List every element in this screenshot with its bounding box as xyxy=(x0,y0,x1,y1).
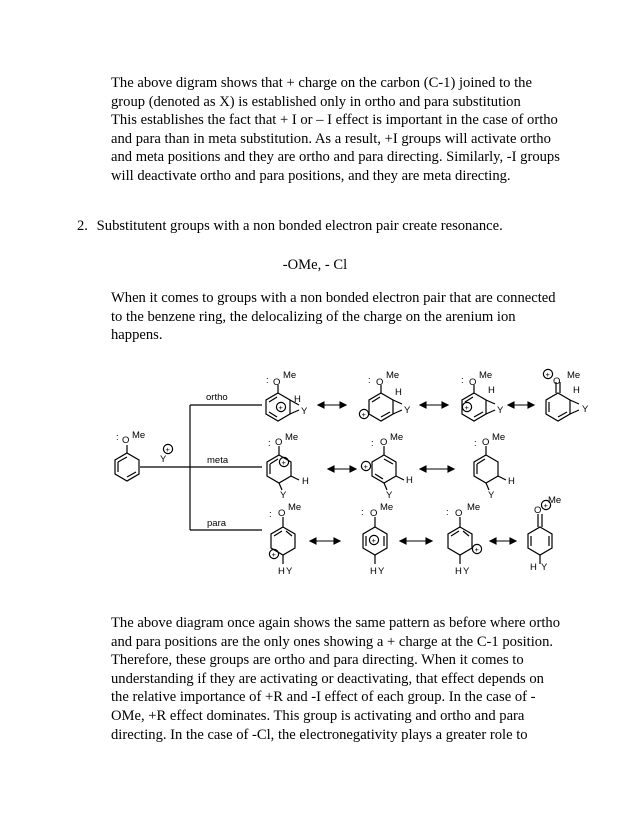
svg-text::: : xyxy=(371,438,374,449)
svg-text:H: H xyxy=(370,566,377,577)
svg-text:Me: Me xyxy=(285,432,299,443)
svg-text:H: H xyxy=(488,385,495,396)
svg-text:+: + xyxy=(371,536,376,545)
svg-text:Y: Y xyxy=(582,404,589,415)
resonance-scheme xyxy=(108,360,589,590)
svg-text:O: O xyxy=(370,508,378,519)
svg-text:Y: Y xyxy=(160,454,167,465)
svg-text:Y: Y xyxy=(404,405,411,416)
svg-text:H: H xyxy=(395,387,402,398)
svg-text:H: H xyxy=(455,566,462,577)
text-line: to the benzene ring, the delocalizing of the charge on the arenium ion xyxy=(111,308,516,325)
text-line: The above digram shows that + charge on the carbon (C-1) joined to the xyxy=(111,75,532,91)
svg-text:Me: Me xyxy=(467,502,481,513)
list-number: 2. xyxy=(77,218,88,234)
svg-text:Y: Y xyxy=(463,566,470,577)
svg-text:H: H xyxy=(508,476,515,487)
svg-text:Y: Y xyxy=(541,562,548,573)
svg-text:Y: Y xyxy=(497,405,504,416)
svg-text:Me: Me xyxy=(390,432,404,443)
paragraph-inductive-effect xyxy=(111,74,560,186)
svg-text:H: H xyxy=(406,475,413,486)
paragraph-conclusion xyxy=(111,614,560,744)
svg-text:O: O xyxy=(122,435,130,446)
text-line: Therefore, these groups are ortho and para directing. When it comes to xyxy=(111,652,524,669)
label-meta: meta xyxy=(207,455,229,466)
svg-text:H: H xyxy=(573,385,580,396)
svg-text:Me: Me xyxy=(380,502,394,513)
svg-text:+: + xyxy=(271,550,276,559)
label-ortho: ortho xyxy=(206,392,228,403)
text-line: and meta positions and they are ortho and para directing. Similarly, -I groups xyxy=(111,149,560,166)
text-line: OMe, +R effect dominates. This group is activating and ortho and para xyxy=(111,707,525,724)
svg-text:O: O xyxy=(469,377,477,388)
svg-text:+: + xyxy=(281,458,286,467)
svg-text:+: + xyxy=(165,445,170,454)
svg-text::: : xyxy=(268,438,271,449)
svg-text:O: O xyxy=(553,376,561,387)
svg-text:O: O xyxy=(273,377,281,388)
svg-text:Me: Me xyxy=(283,370,297,381)
svg-text:Y: Y xyxy=(301,406,308,417)
text-line: will deactivate ortho and para positions, and they are meta directing. xyxy=(111,167,511,184)
svg-text:O: O xyxy=(380,437,388,448)
svg-text:Me: Me xyxy=(288,502,302,513)
example-groups: -OMe, - Cl xyxy=(282,257,348,273)
svg-text:Me: Me xyxy=(548,495,562,506)
svg-text:Me: Me xyxy=(567,370,581,381)
svg-text:Me: Me xyxy=(479,370,493,381)
svg-text:+: + xyxy=(474,545,479,554)
svg-text::: : xyxy=(269,509,272,520)
svg-text::: : xyxy=(474,438,477,449)
svg-text:O: O xyxy=(534,505,542,516)
text-line: the relative importance of +R and -I effect of each group. In the case of - xyxy=(111,689,536,706)
text-line: happens. xyxy=(111,327,163,344)
svg-text::: : xyxy=(461,375,464,386)
svg-text::: : xyxy=(266,375,269,386)
svg-text::: : xyxy=(368,375,371,386)
section-2-heading xyxy=(77,218,503,235)
svg-text:H: H xyxy=(530,562,537,573)
svg-text:+: + xyxy=(278,403,283,412)
text-line: and para positions are the only ones showing a + charge at the C-1 position. xyxy=(111,633,554,650)
text-line: and para than in meta substitution. As a result, +I groups will activate ortho xyxy=(111,130,551,147)
text-line: directing. In the case of -Cl, the electronegativity plays a greater role to xyxy=(111,726,528,743)
svg-text:O: O xyxy=(278,508,286,519)
svg-text:Me: Me xyxy=(492,432,506,443)
svg-text:H: H xyxy=(278,566,285,577)
text-line: The above diagram once again shows the same pattern as before where ortho xyxy=(111,615,560,631)
text-line: group (denoted as X) is established only in ortho and para substitution xyxy=(111,93,521,110)
svg-text::: : xyxy=(361,507,364,518)
svg-text:O: O xyxy=(275,437,283,448)
paragraph-resonance-intro xyxy=(111,289,556,345)
svg-text:Y: Y xyxy=(386,490,393,501)
svg-text:Me: Me xyxy=(132,430,146,441)
svg-text:O: O xyxy=(376,377,384,388)
text-line: This establishes the fact that + I or – I effect is important in the case of ortho xyxy=(111,112,558,129)
section-heading-text: Substitutent groups with a non bonded electron pair create resonance. xyxy=(96,218,503,234)
svg-text:Me: Me xyxy=(386,370,400,381)
svg-text:Y: Y xyxy=(378,566,385,577)
svg-text:+: + xyxy=(363,462,368,471)
svg-text::: : xyxy=(446,507,449,518)
label-para: para xyxy=(207,518,227,529)
svg-text:Y: Y xyxy=(280,490,287,501)
svg-text:Y: Y xyxy=(286,566,293,577)
svg-text:H: H xyxy=(294,394,301,405)
svg-text:O: O xyxy=(482,437,490,448)
svg-text:+: + xyxy=(545,370,550,379)
svg-text::: : xyxy=(116,432,119,443)
text-line: understanding if they are activating or deactivating, that effect depends on xyxy=(111,670,544,687)
svg-text:+: + xyxy=(543,501,548,510)
svg-text:O: O xyxy=(455,508,463,519)
svg-text:+: + xyxy=(464,403,469,412)
svg-text:H: H xyxy=(302,476,309,487)
svg-text:+: + xyxy=(361,410,366,419)
text-line: When it comes to groups with a non bonded electron pair that are connected xyxy=(111,290,556,306)
svg-text:Y: Y xyxy=(488,490,495,501)
